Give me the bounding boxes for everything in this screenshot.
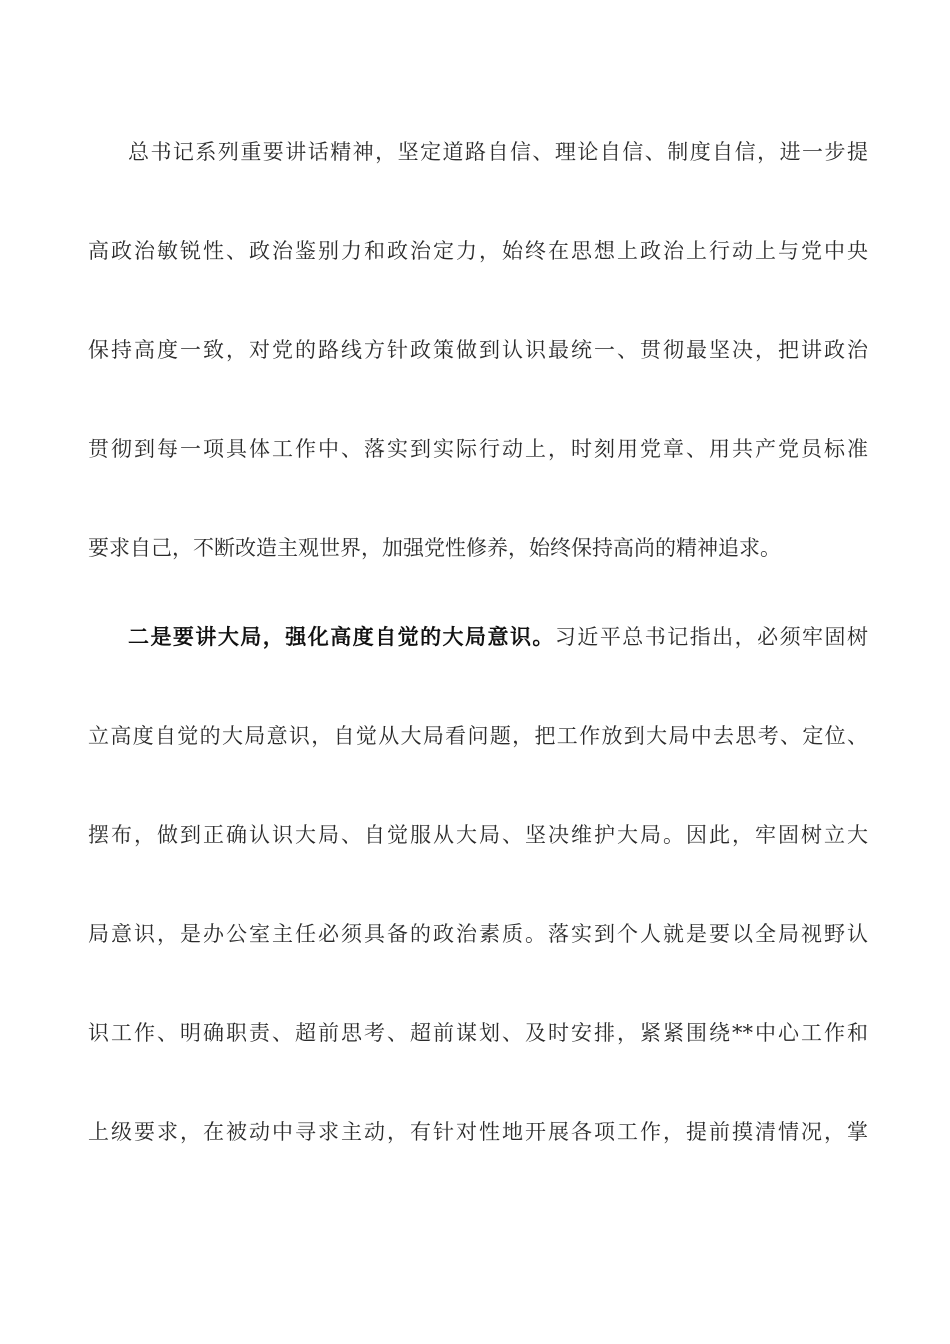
paragraph-2-line-3: 摆布，做到正确认识大局、自觉服从大局、坚决维护大局。因此，牢固树立大 <box>88 823 868 847</box>
paragraph-1-line-3: 保持高度一致，对党的路线方针政策做到认识最统一、贯彻最坚决，把讲政治 <box>88 338 868 362</box>
paragraph-1-line-4: 贯彻到每一项具体工作中、落实到实际行动上，时刻用党章、用共产党员标准 <box>88 437 868 461</box>
paragraph-2-line-1 <box>128 617 868 657</box>
paragraph-2-heading: 二是要讲大局，强化高度自觉的大局意识。 <box>128 624 555 649</box>
paragraph-2-line-2: 立高度自觉的大局意识，自觉从大局看问题，把工作放到大局中去思考、定位、 <box>88 724 868 748</box>
paragraph-1-line-1: 总书记系列重要讲话精神，坚定道路自信、理论自信、制度自信，进一步提 <box>128 140 868 164</box>
paragraph-2-line-5: 识工作、明确职责、超前思考、超前谋划、及时安排，紧紧围绕**中心工作和 <box>88 1021 868 1045</box>
paragraph-2-line-6: 上级要求，在被动中寻求主动，有针对性地开展各项工作，提前摸清情况，掌 <box>88 1120 868 1144</box>
paragraph-2-line-4: 局意识，是办公室主任必须具备的政治素质。落实到个人就是要以全局视野认 <box>88 922 868 946</box>
paragraph-1-line-5: 要求自己，不断改造主观世界，加强党性修养，始终保持高尚的精神追求。 <box>88 536 781 560</box>
paragraph-2-line-1-rest: 习近平总书记指出，必须牢固树 <box>554 625 868 649</box>
paragraph-1-line-2: 高政治敏锐性、政治鉴别力和政治定力，始终在思想上政治上行动上与党中央 <box>88 239 868 263</box>
